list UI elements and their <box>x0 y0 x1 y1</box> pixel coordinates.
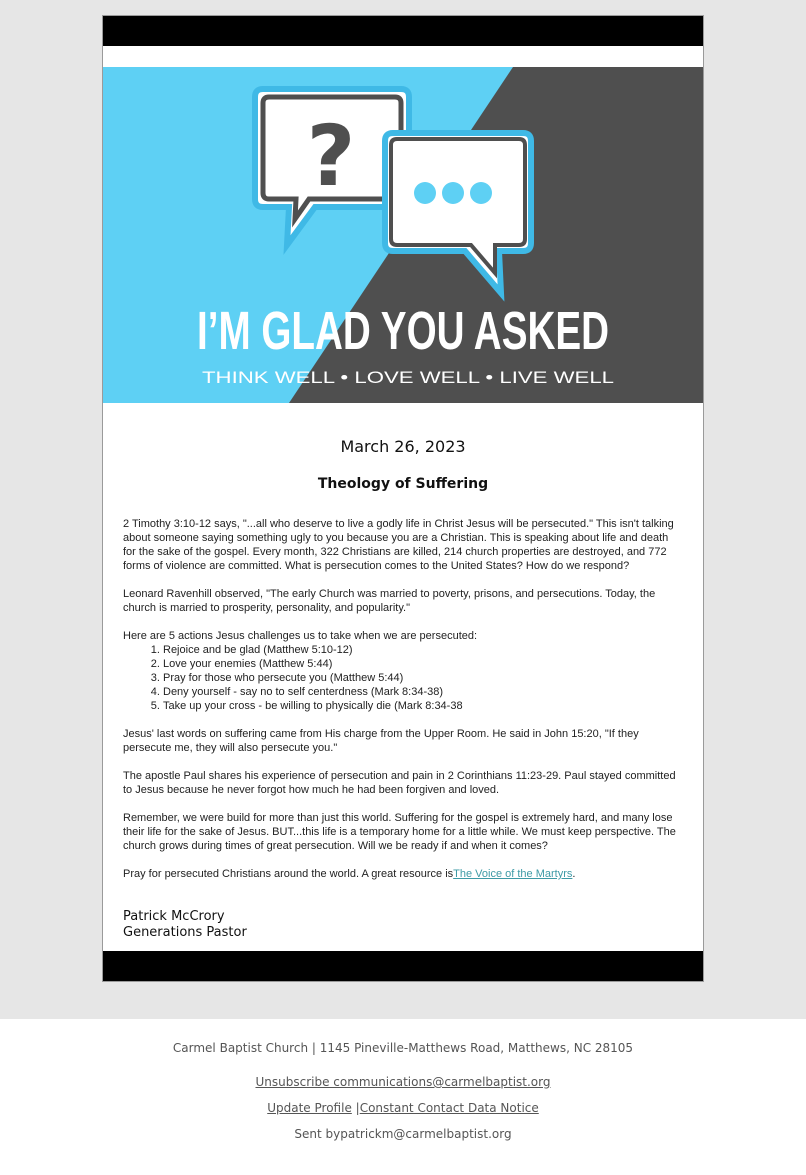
email-container <box>102 15 704 982</box>
data-notice-link[interactable]: Constant Contact Data Notice <box>359 1101 539 1115</box>
list-item: 5. Take up your cross - be willing to physically die (Mark 8:34-38 <box>163 699 683 713</box>
newsletter-date: March 26, 2023 <box>340 437 466 456</box>
paragraph-6: Remember, we were build for more than just this world. Suffering for the gospel is extremely hard, and many lose their life for the sake of Jesus. BUT...this life is a temporary home for a little while. We must keep perspective. The church grows during times of great persecution. Will we be ready if and when it comes? <box>123 812 676 852</box>
svg-text:?: ? <box>306 107 356 205</box>
signature-name: Patrick McCrory <box>123 909 225 924</box>
banner-tagline: THINK WELL • LOVE WELL • LIVE WELL <box>202 368 614 387</box>
update-profile-link[interactable]: Update Profile <box>267 1101 352 1115</box>
banner-headline: I’M GLAD YOU ASKED <box>197 301 609 361</box>
paragraph-2: Leonard Ravenhill observed, "The early Church was married to poverty, prisons, and persecutions. Today, the church is married to prosperity, personality, and popularity." <box>123 588 656 614</box>
actions-list <box>123 643 683 713</box>
paragraph-4: Jesus' last words on suffering came from His charge from the Upper Room. He said in John 15:20, "If they persecute me, they will also persecute you." <box>123 728 639 754</box>
sent-by: Sent bypatrickm@carmelbaptist.org <box>294 1127 512 1141</box>
signature-role: Generations Pastor <box>123 925 247 940</box>
paragraph-5: The apostle Paul shares his experience of persecution and pain in 2 Corinthians 11:23-29. Paul stayed committed to Jesus because he never forgot how much he had been forgiven and loved. <box>123 770 676 796</box>
list-item: 4. Deny yourself - say no to self centerdness (Mark 8:34-38) <box>163 685 683 699</box>
article-body <box>123 517 683 881</box>
bottom-bar <box>103 951 703 981</box>
banner-image <box>103 67 703 403</box>
unsubscribe-link[interactable]: Unsubscribe communications@carmelbaptist.org <box>255 1075 551 1089</box>
paragraph-3: Here are 5 actions Jesus challenges us to take when we are persecuted: <box>123 630 478 642</box>
voice-of-martyrs-link[interactable]: The Voice of the Martyrs <box>453 868 573 880</box>
article-title: Theology of Suffering <box>317 476 489 492</box>
list-item: 3. Pray for those who persecute you (Matthew 5:44) <box>163 671 683 685</box>
paragraph-1: 2 Timothy 3:10-12 says, "...all who deserve to live a godly life in Christ Jesus will be persecuted." This isn't talking about someone saying something ugly to you because you are a Christian. This is speaking about life and death for the sake of the gospel. Every month, 322 Christians are killed, 214 church properties are destroyed, and 772 forms of violence are committed. What is persecution comes to the United States? How do we respond? <box>123 518 674 572</box>
signature <box>123 909 683 941</box>
email-footer: Carmel Baptist Church | 1145 Pineville-Matthews Road, Matthews, NC 28105 Unsubscribe communications@carmelbaptist.org Update Profile |Constant Contact Data Notice Sent bypatrickm@carmelbaptist.org <box>0 1019 806 1175</box>
list-item: 2. Love your enemies (Matthew 5:44) <box>163 657 683 671</box>
paragraph-7: Pray for persecuted Christians around the world. A great resource isThe Voice of the Martyrs. <box>123 868 576 880</box>
list-item: 1. Rejoice and be glad (Matthew 5:10-12) <box>163 643 683 657</box>
top-bar <box>103 16 703 46</box>
church-address: Carmel Baptist Church | 1145 Pineville-Matthews Road, Matthews, NC 28105 <box>172 1041 634 1055</box>
